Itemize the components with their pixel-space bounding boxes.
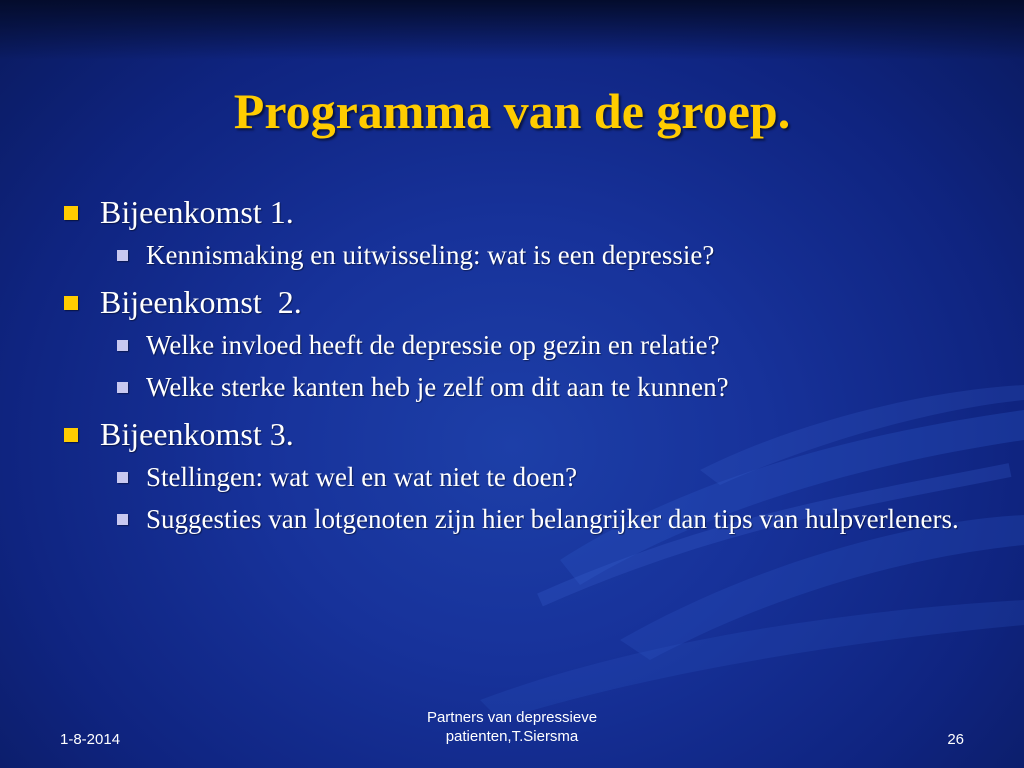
sub-list-item-text: Stellingen: wat wel en wat niet te doen? bbox=[146, 462, 578, 492]
sub-list bbox=[100, 328, 962, 404]
list-item-label: Bijeenkomst 1. bbox=[100, 194, 294, 230]
footer-center-line-1: Partners van depressieve bbox=[426, 709, 598, 726]
footer-page-number: 26 bbox=[947, 731, 964, 748]
sub-list-item-text: Kennismaking en uitwisseling: wat is een depressie? bbox=[146, 240, 715, 270]
slide-title: Programma van de groep. bbox=[233, 83, 791, 139]
square-bullet-icon bbox=[64, 206, 78, 220]
square-bullet-icon bbox=[64, 428, 78, 442]
sub-list-item bbox=[100, 238, 962, 272]
footer-presentation-info bbox=[362, 708, 662, 746]
small-square-bullet-icon bbox=[117, 250, 128, 261]
list-item-bijeenkomst-1 bbox=[62, 192, 962, 272]
footer-date: 1-8-2014 bbox=[60, 731, 121, 748]
list-item-label: Bijeenkomst 3. bbox=[100, 416, 294, 452]
sub-list bbox=[100, 238, 962, 272]
small-square-bullet-icon bbox=[117, 340, 128, 351]
sub-list bbox=[100, 460, 962, 536]
sub-list-item-text: Welke invloed heeft de depressie op gezin en relatie? bbox=[146, 330, 720, 360]
sub-list-item bbox=[100, 460, 962, 494]
sub-list-item bbox=[100, 370, 962, 404]
list-item-bijeenkomst-3 bbox=[62, 414, 962, 536]
list-item-bijeenkomst-2 bbox=[62, 282, 962, 404]
small-square-bullet-icon bbox=[117, 472, 128, 483]
footer-center-line-2: patienten,T.Siersma bbox=[445, 728, 579, 745]
small-square-bullet-icon bbox=[117, 514, 128, 525]
sub-list-item bbox=[100, 328, 962, 362]
sub-list-item bbox=[100, 502, 962, 536]
list-item-label: Bijeenkomst 2. bbox=[100, 284, 302, 320]
sub-list-item-text: Suggesties van lotgenoten zijn hier belangrijker dan tips van hulpverleners. bbox=[146, 504, 959, 534]
sub-list-item-text: Welke sterke kanten heb je zelf om dit aan te kunnen? bbox=[146, 372, 729, 402]
square-bullet-icon bbox=[64, 296, 78, 310]
bullet-list bbox=[62, 192, 962, 546]
small-square-bullet-icon bbox=[117, 382, 128, 393]
